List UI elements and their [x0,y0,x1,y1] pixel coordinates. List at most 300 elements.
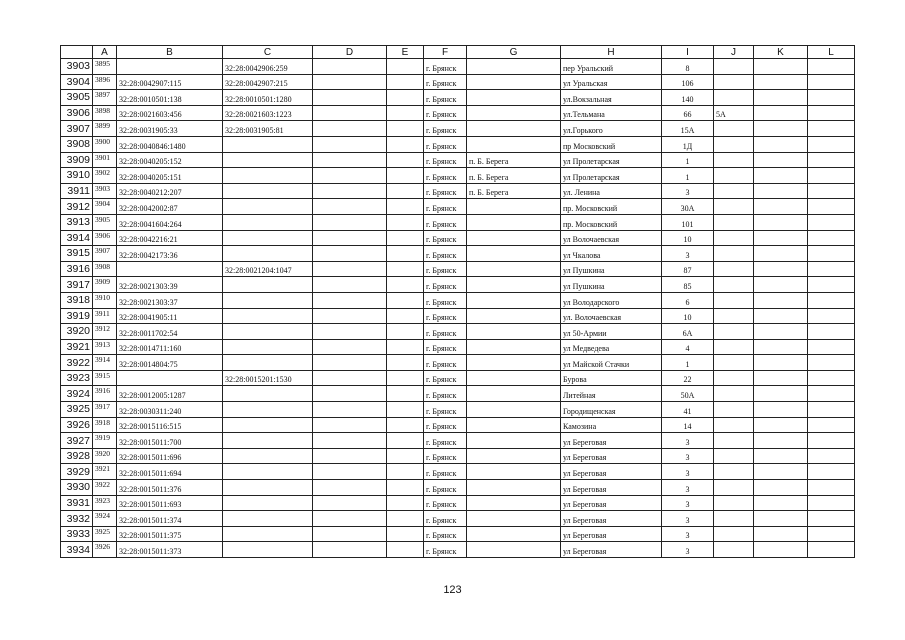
cell-e[interactable] [387,448,424,464]
cell-d[interactable] [313,246,387,262]
cell-c[interactable] [223,511,313,527]
cell-d[interactable] [313,199,387,215]
cell-j[interactable] [714,277,754,293]
cell-i[interactable]: 22 [662,370,714,386]
cell-i[interactable]: 10 [662,308,714,324]
cell-i[interactable]: 50А [662,386,714,402]
cell-l[interactable] [808,542,855,558]
cell-h[interactable]: ул Пролетарская [561,168,662,184]
cell-i[interactable]: 106 [662,74,714,90]
cell-f[interactable]: г. Брянск [424,511,467,527]
cell-i[interactable]: 15А [662,121,714,137]
row-number[interactable]: 3912 [61,199,93,215]
cell-f[interactable]: г. Брянск [424,308,467,324]
cell-e[interactable] [387,246,424,262]
cell-b[interactable]: 32:28:0015011:376 [117,480,223,496]
cell-h[interactable]: ул Береговая [561,433,662,449]
cell-g[interactable] [467,59,561,75]
cell-h[interactable]: пр Московский [561,136,662,152]
cell-h[interactable]: Литейная [561,386,662,402]
cell-a[interactable]: 3896 [93,74,117,90]
cell-c[interactable]: 32:28:0042906:259 [223,59,313,75]
cell-b[interactable]: 32:28:0014804:75 [117,355,223,371]
cell-g[interactable] [467,526,561,542]
cell-b[interactable]: 32:28:0015011:694 [117,464,223,480]
cell-g[interactable] [467,402,561,418]
cell-b[interactable]: 32:28:0015116:515 [117,417,223,433]
row-number[interactable]: 3910 [61,168,93,184]
cell-i[interactable]: 14 [662,417,714,433]
cell-c[interactable]: 32:28:0021204:1047 [223,261,313,277]
cell-k[interactable] [754,448,808,464]
cell-i[interactable]: 3 [662,448,714,464]
cell-e[interactable] [387,386,424,402]
cell-l[interactable] [808,168,855,184]
cell-b[interactable]: 32:28:0015011:373 [117,542,223,558]
cell-l[interactable] [808,464,855,480]
cell-j[interactable] [714,214,754,230]
cell-d[interactable] [313,448,387,464]
cell-d[interactable] [313,324,387,340]
row-number[interactable]: 3931 [61,495,93,511]
cell-a[interactable]: 3897 [93,90,117,106]
cell-j[interactable] [714,168,754,184]
cell-g[interactable] [467,480,561,496]
cell-f[interactable]: г. Брянск [424,59,467,75]
cell-e[interactable] [387,370,424,386]
cell-e[interactable] [387,542,424,558]
row-number[interactable]: 3906 [61,105,93,121]
cell-a[interactable]: 3914 [93,355,117,371]
column-header-k[interactable]: K [754,46,808,59]
cell-k[interactable] [754,433,808,449]
cell-c[interactable] [223,308,313,324]
cell-g[interactable] [467,230,561,246]
cell-d[interactable] [313,355,387,371]
cell-h[interactable]: ул Пушкина [561,261,662,277]
cell-l[interactable] [808,183,855,199]
cell-g[interactable] [467,495,561,511]
cell-d[interactable] [313,292,387,308]
cell-i[interactable]: 3 [662,511,714,527]
cell-l[interactable] [808,199,855,215]
cell-f[interactable]: г. Брянск [424,246,467,262]
row-number[interactable]: 3907 [61,121,93,137]
cell-a[interactable]: 3910 [93,292,117,308]
cell-d[interactable] [313,526,387,542]
cell-c[interactable] [223,417,313,433]
cell-k[interactable] [754,292,808,308]
cell-a[interactable]: 3916 [93,386,117,402]
cell-l[interactable] [808,136,855,152]
cell-d[interactable] [313,370,387,386]
cell-h[interactable]: ул Чкалова [561,246,662,262]
row-number[interactable]: 3926 [61,417,93,433]
cell-l[interactable] [808,433,855,449]
cell-g[interactable] [467,324,561,340]
cell-k[interactable] [754,417,808,433]
cell-e[interactable] [387,230,424,246]
cell-c[interactable] [223,355,313,371]
cell-b[interactable]: 32:28:0041905:11 [117,308,223,324]
cell-c[interactable] [223,464,313,480]
cell-f[interactable]: г. Брянск [424,199,467,215]
cell-c[interactable] [223,292,313,308]
cell-c[interactable] [223,152,313,168]
cell-e[interactable] [387,199,424,215]
cell-h[interactable]: ул Волочаевская [561,230,662,246]
row-number[interactable]: 3915 [61,246,93,262]
cell-d[interactable] [313,511,387,527]
cell-f[interactable]: г. Брянск [424,464,467,480]
cell-d[interactable] [313,417,387,433]
cell-j[interactable] [714,433,754,449]
cell-k[interactable] [754,261,808,277]
cell-g[interactable] [467,277,561,293]
cell-f[interactable]: г. Брянск [424,448,467,464]
cell-a[interactable]: 3903 [93,183,117,199]
cell-h[interactable]: ул Майской Стачки [561,355,662,371]
cell-f[interactable]: г. Брянск [424,152,467,168]
cell-k[interactable] [754,121,808,137]
row-number[interactable]: 3925 [61,402,93,418]
cell-k[interactable] [754,105,808,121]
cell-b[interactable]: 32:28:0015011:693 [117,495,223,511]
cell-i[interactable]: 1 [662,168,714,184]
cell-i[interactable]: 87 [662,261,714,277]
cell-b[interactable]: 32:28:0042216:21 [117,230,223,246]
cell-i[interactable]: 6 [662,292,714,308]
cell-b[interactable]: 32:28:0012005:1287 [117,386,223,402]
row-number[interactable]: 3917 [61,277,93,293]
cell-d[interactable] [313,402,387,418]
cell-f[interactable]: г. Брянск [424,386,467,402]
cell-l[interactable] [808,511,855,527]
cell-f[interactable]: г. Брянск [424,324,467,340]
cell-d[interactable] [313,152,387,168]
cell-a[interactable]: 3902 [93,168,117,184]
cell-h[interactable]: ул Береговая [561,480,662,496]
cell-a[interactable]: 3900 [93,136,117,152]
cell-b[interactable]: 32:28:0021303:39 [117,277,223,293]
cell-a[interactable]: 3913 [93,339,117,355]
cell-l[interactable] [808,214,855,230]
cell-i[interactable]: 101 [662,214,714,230]
cell-k[interactable] [754,511,808,527]
cell-i[interactable]: 1Д [662,136,714,152]
row-number[interactable]: 3924 [61,386,93,402]
cell-h[interactable]: Бурова [561,370,662,386]
cell-i[interactable]: 8 [662,59,714,75]
cell-g[interactable] [467,214,561,230]
cell-l[interactable] [808,121,855,137]
cell-e[interactable] [387,324,424,340]
cell-a[interactable]: 3925 [93,526,117,542]
cell-g[interactable] [467,105,561,121]
row-number[interactable]: 3928 [61,448,93,464]
cell-h[interactable]: ул Пушкина [561,277,662,293]
cell-b[interactable] [117,59,223,75]
cell-a[interactable]: 3904 [93,199,117,215]
cell-b[interactable]: 32:28:0015011:375 [117,526,223,542]
cell-k[interactable] [754,199,808,215]
cell-h[interactable]: ул 50-Армии [561,324,662,340]
cell-e[interactable] [387,59,424,75]
cell-c[interactable] [223,339,313,355]
row-number[interactable]: 3918 [61,292,93,308]
cell-f[interactable]: г. Брянск [424,105,467,121]
cell-l[interactable] [808,495,855,511]
column-header-f[interactable]: F [424,46,467,59]
cell-a[interactable]: 3908 [93,261,117,277]
cell-c[interactable] [223,183,313,199]
cell-f[interactable]: г. Брянск [424,495,467,511]
cell-e[interactable] [387,90,424,106]
cell-j[interactable] [714,230,754,246]
cell-d[interactable] [313,277,387,293]
cell-h[interactable]: ул Володарского [561,292,662,308]
cell-b[interactable] [117,370,223,386]
cell-e[interactable] [387,105,424,121]
cell-h[interactable]: ул Береговая [561,526,662,542]
cell-l[interactable] [808,277,855,293]
cell-f[interactable]: г. Брянск [424,214,467,230]
cell-e[interactable] [387,261,424,277]
cell-j[interactable] [714,199,754,215]
cell-l[interactable] [808,152,855,168]
cell-k[interactable] [754,74,808,90]
cell-j[interactable] [714,448,754,464]
cell-j[interactable] [714,121,754,137]
cell-f[interactable]: г. Брянск [424,121,467,137]
cell-k[interactable] [754,480,808,496]
cell-d[interactable] [313,214,387,230]
cell-i[interactable]: 6А [662,324,714,340]
corner-cell[interactable] [61,46,93,59]
cell-i[interactable]: 140 [662,90,714,106]
cell-i[interactable]: 10 [662,230,714,246]
cell-k[interactable] [754,308,808,324]
cell-g[interactable] [467,433,561,449]
cell-c[interactable] [223,136,313,152]
cell-a[interactable]: 3899 [93,121,117,137]
cell-j[interactable] [714,495,754,511]
cell-g[interactable] [467,542,561,558]
row-number[interactable]: 3933 [61,526,93,542]
cell-g[interactable] [467,308,561,324]
cell-f[interactable]: г. Брянск [424,277,467,293]
cell-i[interactable]: 3 [662,246,714,262]
cell-d[interactable] [313,136,387,152]
cell-k[interactable] [754,370,808,386]
cell-k[interactable] [754,246,808,262]
column-header-d[interactable]: D [313,46,387,59]
cell-k[interactable] [754,90,808,106]
cell-d[interactable] [313,339,387,355]
cell-b[interactable]: 32:28:0011702:54 [117,324,223,340]
cell-c[interactable] [223,199,313,215]
cell-c[interactable]: 32:28:0021603:1223 [223,105,313,121]
cell-b[interactable]: 32:28:0021603:456 [117,105,223,121]
cell-b[interactable]: 32:28:0015011:696 [117,448,223,464]
cell-j[interactable] [714,152,754,168]
cell-f[interactable]: г. Брянск [424,402,467,418]
cell-b[interactable]: 32:28:0040846:1480 [117,136,223,152]
cell-d[interactable] [313,433,387,449]
cell-j[interactable] [714,136,754,152]
cell-l[interactable] [808,355,855,371]
cell-l[interactable] [808,292,855,308]
cell-e[interactable] [387,183,424,199]
cell-h[interactable]: ул Береговая [561,511,662,527]
cell-i[interactable]: 3 [662,495,714,511]
cell-k[interactable] [754,339,808,355]
row-number[interactable]: 3920 [61,324,93,340]
cell-i[interactable]: 3 [662,464,714,480]
cell-g[interactable] [467,261,561,277]
row-number[interactable]: 3908 [61,136,93,152]
cell-i[interactable]: 3 [662,542,714,558]
cell-i[interactable]: 1 [662,152,714,168]
cell-j[interactable] [714,308,754,324]
cell-j[interactable] [714,90,754,106]
cell-d[interactable] [313,230,387,246]
column-header-h[interactable]: H [561,46,662,59]
cell-k[interactable] [754,386,808,402]
row-number[interactable]: 3921 [61,339,93,355]
cell-d[interactable] [313,105,387,121]
cell-k[interactable] [754,324,808,340]
cell-k[interactable] [754,495,808,511]
cell-a[interactable]: 3918 [93,417,117,433]
cell-f[interactable]: г. Брянск [424,526,467,542]
cell-h[interactable]: ул.Тельмана [561,105,662,121]
cell-f[interactable]: г. Брянск [424,433,467,449]
cell-f[interactable]: г. Брянск [424,339,467,355]
cell-k[interactable] [754,214,808,230]
cell-b[interactable]: 32:28:0014711:160 [117,339,223,355]
cell-g[interactable]: п. Б. Берега [467,183,561,199]
cell-j[interactable] [714,464,754,480]
cell-l[interactable] [808,230,855,246]
cell-b[interactable]: 32:28:0042173:36 [117,246,223,262]
cell-a[interactable]: 3906 [93,230,117,246]
cell-k[interactable] [754,230,808,246]
cell-e[interactable] [387,121,424,137]
cell-j[interactable] [714,74,754,90]
cell-g[interactable] [467,386,561,402]
cell-d[interactable] [313,480,387,496]
cell-e[interactable] [387,339,424,355]
cell-a[interactable]: 3912 [93,324,117,340]
cell-i[interactable]: 4 [662,339,714,355]
cell-e[interactable] [387,74,424,90]
cell-h[interactable]: ул Береговая [561,495,662,511]
cell-e[interactable] [387,417,424,433]
cell-h[interactable]: ул Уральская [561,74,662,90]
cell-h[interactable]: ул Береговая [561,448,662,464]
cell-d[interactable] [313,308,387,324]
cell-g[interactable] [467,199,561,215]
cell-l[interactable] [808,386,855,402]
cell-l[interactable] [808,448,855,464]
cell-a[interactable]: 3919 [93,433,117,449]
cell-f[interactable]: г. Брянск [424,355,467,371]
cell-e[interactable] [387,495,424,511]
cell-g[interactable] [467,292,561,308]
cell-j[interactable] [714,324,754,340]
column-header-i[interactable]: I [662,46,714,59]
cell-i[interactable]: 41 [662,402,714,418]
cell-e[interactable] [387,511,424,527]
cell-k[interactable] [754,168,808,184]
cell-c[interactable] [223,480,313,496]
cell-c[interactable] [223,324,313,340]
cell-f[interactable]: г. Брянск [424,370,467,386]
cell-b[interactable]: 32:28:0040205:152 [117,152,223,168]
cell-f[interactable]: г. Брянск [424,90,467,106]
cell-e[interactable] [387,292,424,308]
cell-k[interactable] [754,183,808,199]
cell-e[interactable] [387,526,424,542]
cell-c[interactable] [223,402,313,418]
cell-a[interactable]: 3915 [93,370,117,386]
cell-a[interactable]: 3895 [93,59,117,75]
cell-j[interactable] [714,355,754,371]
cell-h[interactable]: ул Береговая [561,464,662,480]
cell-b[interactable]: 32:28:0042907:115 [117,74,223,90]
cell-g[interactable] [467,511,561,527]
row-number[interactable]: 3932 [61,511,93,527]
cell-h[interactable]: Городищенская [561,402,662,418]
cell-i[interactable]: 66 [662,105,714,121]
cell-a[interactable]: 3907 [93,246,117,262]
cell-e[interactable] [387,480,424,496]
cell-h[interactable]: пр. Московский [561,214,662,230]
column-header-j[interactable]: J [714,46,754,59]
cell-j[interactable] [714,542,754,558]
cell-k[interactable] [754,464,808,480]
cell-g[interactable] [467,417,561,433]
cell-d[interactable] [313,464,387,480]
cell-c[interactable] [223,277,313,293]
cell-h[interactable]: пер Уральский [561,59,662,75]
column-header-b[interactable]: B [117,46,223,59]
cell-k[interactable] [754,402,808,418]
cell-c[interactable] [223,495,313,511]
cell-j[interactable] [714,386,754,402]
cell-g[interactable] [467,136,561,152]
cell-e[interactable] [387,308,424,324]
cell-c[interactable]: 32:28:0010501:1280 [223,90,313,106]
column-header-c[interactable]: C [223,46,313,59]
cell-d[interactable] [313,495,387,511]
cell-j[interactable] [714,339,754,355]
cell-b[interactable] [117,261,223,277]
cell-a[interactable]: 3922 [93,480,117,496]
cell-e[interactable] [387,214,424,230]
cell-j[interactable] [714,370,754,386]
cell-a[interactable]: 3898 [93,105,117,121]
cell-f[interactable]: г. Брянск [424,261,467,277]
cell-c[interactable]: 32:28:0015201:1530 [223,370,313,386]
cell-d[interactable] [313,542,387,558]
cell-g[interactable] [467,121,561,137]
cell-d[interactable] [313,386,387,402]
cell-e[interactable] [387,168,424,184]
cell-g[interactable] [467,246,561,262]
cell-e[interactable] [387,464,424,480]
